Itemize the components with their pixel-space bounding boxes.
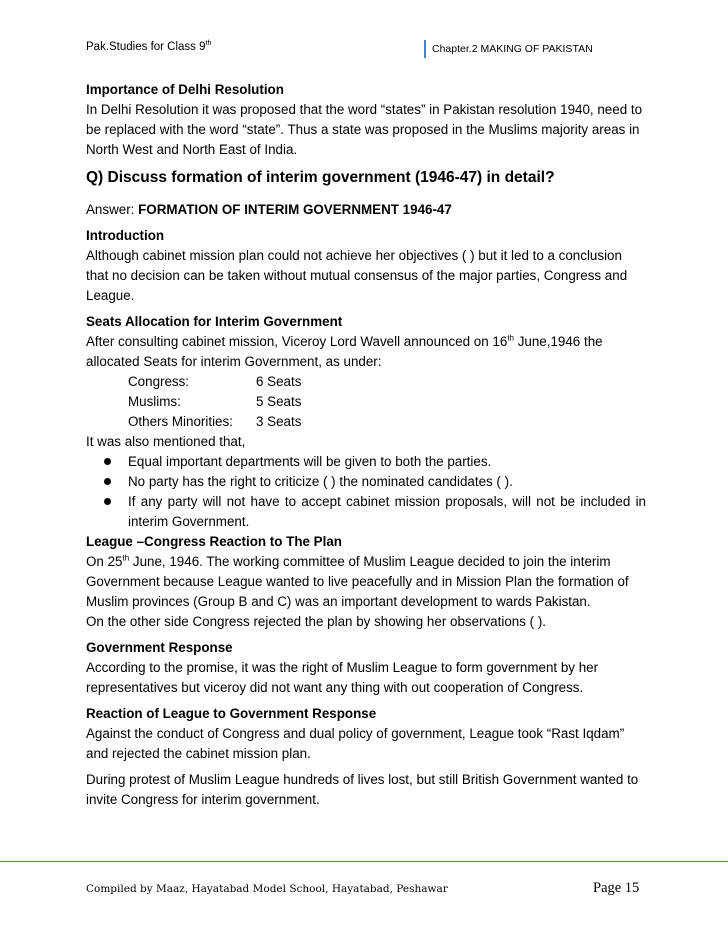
seat-row <box>86 372 646 392</box>
header-divider <box>424 40 426 58</box>
reaction-text-post: June, 1946. The working committee of Muslim League decided to join the interim Government because League wanted to live peacefully and in Mission Plan the formation of Muslim provinces (Group B and C) was an important development to wards Pakistan. <box>86 554 629 609</box>
seat-party: Others Minorities: <box>128 414 233 429</box>
bullet-icon <box>104 458 111 465</box>
list-item <box>86 492 646 532</box>
heading-reaction: League –Congress Reaction to The Plan <box>86 534 342 549</box>
list-item <box>86 472 646 492</box>
list-item-text: Equal important departments will be given to both the parties. <box>128 454 492 469</box>
list-item-text: If any party will not have to accept cabinet mission proposals, will not be included in interim Government. <box>128 494 646 529</box>
seat-count: 5 Seats <box>256 394 302 409</box>
seats-text-post: June,1946 the allocated Seats for interim Government, as under: <box>86 334 603 369</box>
seat-party: Muslims: <box>128 394 181 409</box>
header-subject-text: Pak.Studies for Class 9 <box>86 41 206 53</box>
bullet-list <box>86 452 646 532</box>
footer-credit: Compiled by Maaz, Hayatabad Model School, Hayatabad, Peshawar <box>86 883 448 895</box>
seats-table <box>86 372 646 432</box>
bullet-icon <box>104 498 111 505</box>
bullet-icon <box>104 478 111 485</box>
question-heading: Q) Discuss formation of interim government (1946-47) in detail? <box>86 169 555 186</box>
document-body <box>86 80 646 810</box>
paragraph-delhi: In Delhi Resolution it was proposed that the word “states” in Pakistan resolution 1940, need to be replaced with the word “state”. Thus a state was proposed in the Muslims majority areas in North West and North East of India. <box>86 102 643 157</box>
reaction-text-pre: On 25 <box>86 554 123 569</box>
paragraph-introduction: Although cabinet mission plan could not achieve her objectives ( ) but it led to a conclusion that no decision can be taken without mutual consensus of the major parties, Congress and League. <box>86 248 628 303</box>
list-item <box>86 452 646 472</box>
seat-row <box>86 392 646 412</box>
heading-government-response: Government Response <box>86 640 233 655</box>
header-chapter: Chapter.2 MAKING OF PAKISTAN <box>432 43 593 55</box>
paragraph-reaction-congress: On the other side Congress rejected the plan by showing her observations ( ). <box>86 614 546 629</box>
heading-delhi: Importance of Delhi Resolution <box>86 82 284 97</box>
reaction-text-sup: th <box>122 553 130 563</box>
paragraph-reaction <box>86 552 646 612</box>
answer-label: Answer: <box>86 202 139 217</box>
paragraph-league-reaction: Against the conduct of Congress and dual policy of government, League took “Rast Iqdam” and rejected the cabinet mission plan. <box>86 726 625 761</box>
page-number: Page 15 <box>593 880 640 896</box>
seat-count: 3 Seats <box>256 414 302 429</box>
heading-introduction: Introduction <box>86 228 165 243</box>
list-item-text: No party has the right to criticize ( ) the nominated candidates ( ). <box>128 474 513 489</box>
seat-party: Congress: <box>128 374 190 389</box>
answer-title: FORMATION OF INTERIM GOVERNMENT 1946-47 <box>138 202 452 217</box>
seat-row <box>86 412 646 432</box>
heading-seats: Seats Allocation for Interim Government <box>86 314 343 329</box>
heading-league-reaction: Reaction of League to Government Response <box>86 706 377 721</box>
seats-text-pre: After consulting cabinet mission, Viceroy Lord Wavell announced on 16 <box>86 334 508 349</box>
paragraph-seats <box>86 332 646 372</box>
footer-divider <box>0 861 728 862</box>
header-subject <box>86 41 211 53</box>
paragraph-government-response: According to the promise, it was the right of Muslim League to form government by her representatives but viceroy did not want any thing with out cooperation of Congress. <box>86 660 599 695</box>
answer-line <box>86 200 646 220</box>
paragraph-also: It was also mentioned that, <box>86 434 246 449</box>
seat-count: 6 Seats <box>256 374 302 389</box>
header-subject-sup: th <box>205 40 212 48</box>
paragraph-protest: During protest of Muslim League hundreds of lives lost, but still British Government wanted to invite Congress for interim government. <box>86 772 639 807</box>
seats-text-sup: th <box>507 333 514 343</box>
